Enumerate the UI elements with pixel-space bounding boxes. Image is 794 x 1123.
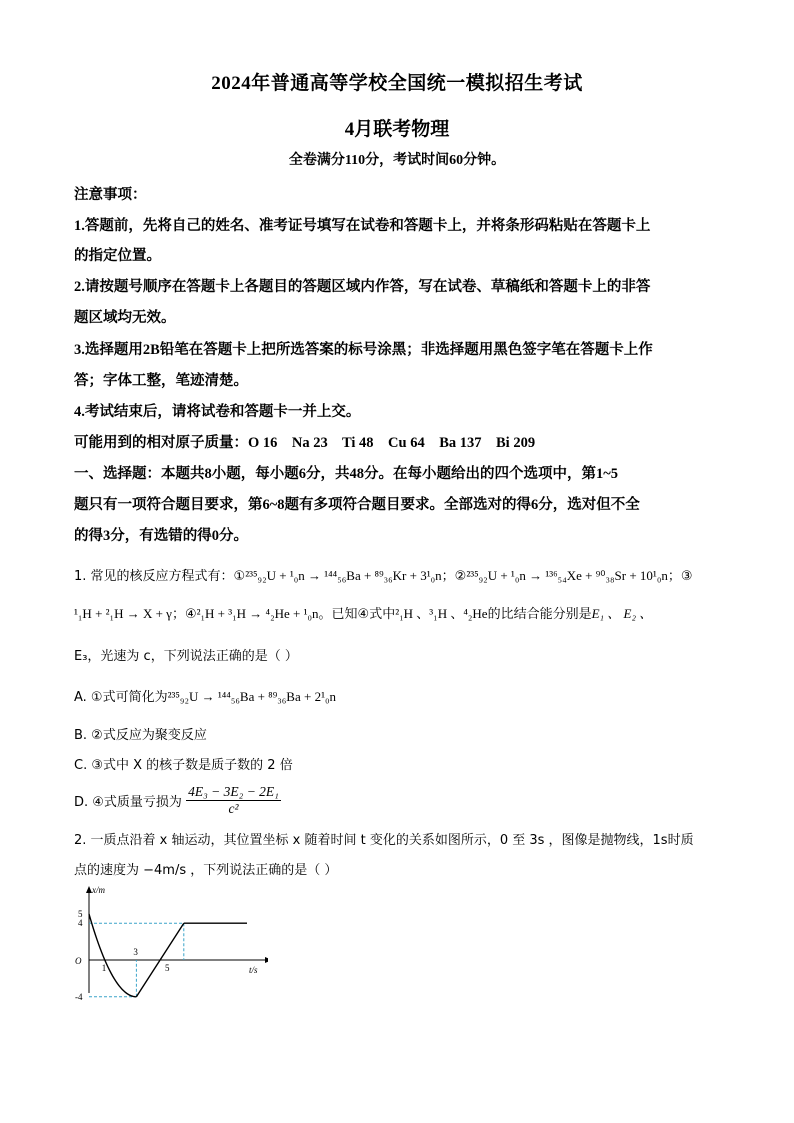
q1-stem-b: 。已知④式中 — [318, 607, 396, 622]
note-4: 4.考试结束后，请将试卷和答题卡一并上交。 — [74, 404, 361, 420]
q1-stem-line2 — [74, 603, 652, 622]
q1-option-b: B. ②式反应为聚变反应 — [74, 728, 207, 743]
q1-equation-4: ²₁H + ³₁H → ⁴₂He + ¹₀n — [196, 606, 319, 621]
y-tick-label: 4 — [78, 918, 83, 929]
y-axis-label: x/m — [92, 885, 105, 895]
q1-nuclides: ²₁H 、³₁H 、⁴₂He — [395, 606, 488, 621]
y-tick-label: -4 — [75, 991, 83, 1002]
origin-label: O — [75, 956, 82, 966]
q1-stem-a: 1. 常见的核反应方程式有：① — [74, 569, 246, 584]
q2-stem-line2: 点的速度为 −4m/s ，下列说法正确的是（ ） — [74, 863, 338, 878]
section1-line1: 一、选择题：本题共8小题，每小题6分，共48分。在每小题给出的四个选项中，第1~5 — [74, 466, 619, 482]
q1-equation-2: ²³⁵₉₂U + ¹₀n → ¹³⁶₅₄Xe + ⁹⁰₃₈Sr + 10¹₀n — [466, 568, 668, 583]
q1-option-a-label: A. ①式可简化为 — [74, 690, 168, 705]
q1-sep1: ；② — [441, 569, 467, 584]
x-tick-label: 1 — [101, 963, 107, 973]
x-tick-label: 3 — [133, 947, 138, 957]
note-3a: 3.选择题用2B铅笔在答题卡上把所选答案的标号涂黑；非选择题用黑色签字笔在答题卡上作 — [74, 342, 653, 358]
q1-option-d-fraction — [186, 784, 281, 817]
x-axis-label: t/s — [249, 965, 258, 975]
q1-option-d-numerator: 4E₃ − 3E₂ − 2E₁ — [188, 784, 279, 799]
q1-option-a — [74, 686, 336, 705]
parabola-segment — [89, 914, 136, 997]
q1-sep2: ；③ — [667, 569, 693, 584]
q1-option-a-equation: ²³⁵₉₂U → ¹⁴⁴₅₆Ba + ⁸⁹₃₆Ba + 2¹₀n — [167, 689, 337, 704]
x-tick-label: 5 — [165, 963, 170, 973]
q1-stem-d: E₃，光速为 c，下列说法正确的是（ ） — [74, 649, 298, 664]
q1-stem-c: 的比结合能分别是 — [487, 607, 592, 622]
q1-equation-1: ²³⁵₉₂U + ¹₀n → ¹⁴⁴₅₆Ba + ⁸⁹₃₆Kr + 3¹₀n — [245, 568, 442, 583]
note-1b: 的指定位置。 — [74, 248, 161, 264]
xt-graph — [68, 880, 268, 1010]
note-1a: 1.答题前，先将自己的姓名、准考证号填写在试卷和答题卡上，并将条形码粘贴在答题卡上 — [74, 218, 651, 234]
x-axis-arrow — [265, 957, 268, 963]
section1-line3: 的得3分，有选错的得0分。 — [74, 528, 248, 544]
exam-title: 2024年普通高等学校全国统一模拟招生考试 — [211, 73, 583, 94]
q1-equation-3: ¹₁H + ²₁H → X + γ — [74, 606, 172, 621]
y-tick-label: 5 — [78, 909, 83, 919]
q1-option-d — [74, 784, 281, 817]
q1-stem-line1 — [74, 565, 693, 584]
q1-energies: E₁ 、 E₂ 、 — [591, 606, 653, 621]
note-2a: 2.请按题号顺序在答题卡上各题目的答题区域内作答，写在试卷、草稿纸和答题卡上的非答 — [74, 279, 651, 295]
atomic-mass-line: 可能用到的相对原子质量：O 16 Na 23 Ti 48 Cu 64 Ba 137 Bi 209 — [74, 435, 536, 451]
note-3b: 答；字体工整，笔迹清楚。 — [74, 373, 248, 389]
q1-sep3: ；④ — [171, 607, 197, 622]
q1-option-d-label: D. ④式质量亏损为 — [74, 795, 182, 810]
q1-option-d-denominator: c² — [228, 801, 239, 816]
full-score-note: 全卷满分110分，考试时间60分钟。 — [288, 153, 506, 168]
notes-heading: 注意事项： — [74, 187, 147, 203]
q1-option-c: C. ③式中 X 的核子数是质子数的 2 倍 — [74, 758, 293, 773]
q2-stem-line1: 2. 一质点沿着 x 轴运动，其位置坐标 x 随着时间 t 变化的关系如图所示，0 至 3s ，图像是抛物线，1s时质 — [74, 833, 694, 848]
section1-line2: 题只有一项符合题目要求，第6~8题有多项符合题目要求。全部选对的得6分，选对但不全 — [74, 497, 640, 513]
note-2b: 题区域均无效。 — [74, 310, 176, 326]
exam-subtitle: 4月联考物理 — [344, 119, 450, 140]
